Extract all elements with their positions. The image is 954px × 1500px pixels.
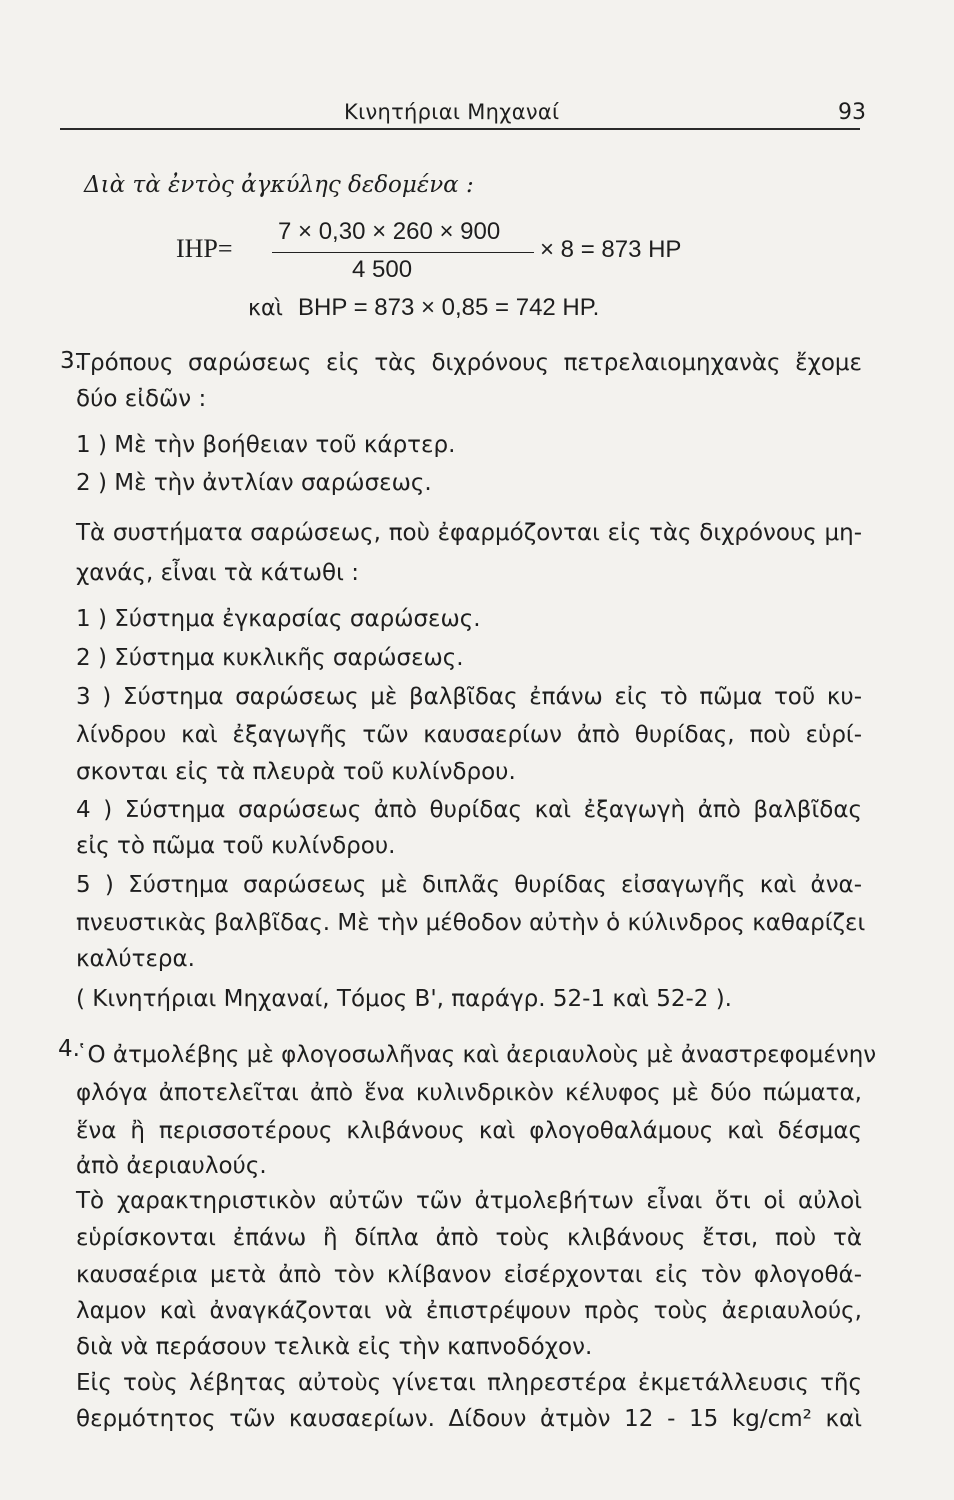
- section-4-p3-line-2: θερμότητος τῶν καυσαερίων. Δίδουν ἀτμὸν 12 - 15 kg/cm² καὶ: [76, 1406, 862, 1432]
- reference-note: ( Κινητήριαι Μηχαναί, Τόμος Β', παράγρ. 52-1 καὶ 52-2 ).: [76, 986, 732, 1012]
- section-4-p1-line-2: φλόγα ἀποτελεῖται ἀπὸ ἕνα κυλινδρικὸν κέλυφος μὲ δύο πώματα,: [76, 1080, 862, 1106]
- system-5-line-2: πνευστικὰς βαλβῖδας. Μὲ τὴν μέθοδον αὐτὴν ὁ κύλινδρος καθαρίζει: [76, 910, 866, 936]
- scavenging-method-2: 2 ) Μὲ τὴν ἀντλίαν σαρώσεως.: [76, 470, 432, 496]
- section-4-p2-line-5: διὰ νὰ περάσουν τελικὰ εἰς τὴν καπνοδόχον.: [76, 1334, 593, 1360]
- section-4-p1-line-4: ἀπὸ ἀεριαυλούς.: [76, 1153, 267, 1179]
- calc-intro: Διὰ τὰ ἐντὸς ἀγκύλης δεδομένα :: [84, 172, 474, 198]
- section-4-p3-line-1: Εἰς τοὺς λέβητας αὐτοὺς γίνεται πληρεστέρα ἐκμετάλλευσις τῆς: [76, 1370, 862, 1396]
- section-4-p1-line-1: ῾Ο ἀτμολέβης μὲ φλογοσωλῆνας καὶ ἀεριαυλοὺς μὲ ἀναστρεφομένην: [76, 1042, 877, 1068]
- section-4-p2-line-1: Τὸ χαρακτηριστικὸν αὐτῶν τῶν ἀτμολεβήτων εἶναι ὅτι οἱ αὐλοὶ: [76, 1188, 862, 1214]
- formula-denominator: 4 500: [352, 256, 413, 283]
- section-3-line-2: δύο εἰδῶν :: [76, 386, 207, 412]
- system-3-line-3: σκονται εἰς τὰ πλευρὰ τοῦ κυλίνδρου.: [76, 759, 516, 785]
- systems-intro-line-1: Τὰ συστήματα σαρώσεως, ποὺ ἐφαρμόζονται εἰς τὰς διχρόνους μη-: [76, 520, 862, 546]
- system-3-line-1: 3 ) Σύστημα σαρώσεως μὲ βαλβῖδας ἐπάνω εἰς τὸ πῶμα τοῦ κυ-: [76, 684, 862, 710]
- scavenging-method-1: 1 ) Μὲ τὴν βοήθειαν τοῦ κάρτερ.: [76, 432, 456, 458]
- system-5-line-1: 5 ) Σύστημα σαρώσεως μὲ διπλᾶς θυρίδας εἰσαγωγῆς καὶ ἀνα-: [76, 872, 862, 898]
- section-4-p1-line-3: ἕνα ἢ περισσοτέρους κλιβάνους καὶ φλογοθαλάμους καὶ δέσμας: [76, 1118, 862, 1144]
- system-5-line-3: καλύτερα.: [76, 946, 195, 972]
- bhp-line: BHP = 873 × 0,85 = 742 HP.: [298, 294, 600, 321]
- system-4-line-2: εἰς τὸ πῶμα τοῦ κυλίνδρου.: [76, 833, 396, 859]
- page-number: 93: [838, 100, 866, 125]
- fraction-bar: [272, 252, 534, 253]
- kai-word: καὶ: [248, 296, 283, 321]
- section-3-line-1: Τρόπους σαρώσεως εἰς τὰς διχρόνους πετρελαιομηχανὰς ἔχομε: [76, 350, 862, 376]
- running-title: Κινητήριαι Μηχαναί: [344, 100, 560, 124]
- section-4-p2-line-2: εὑρίσκονται ἐπάνω ἢ δίπλα ἀπὸ τοὺς κλιβάνους ἔτσι, ποὺ τὰ: [76, 1225, 862, 1251]
- system-1: 1 ) Σύστημα ἐγκαρσίας σαρώσεως.: [76, 606, 481, 632]
- section-4-number: 4.: [58, 1036, 80, 1062]
- systems-intro-line-2: χανάς, εἶναι τὰ κάτωθι :: [76, 560, 359, 586]
- ihp-label: IHP=: [176, 234, 233, 263]
- system-3-line-2: λίνδρου καὶ ἐξαγωγῆς τῶν καυσαερίων ἀπὸ θυρίδας, ποὺ εὑρί-: [76, 722, 862, 748]
- header-rule: [60, 128, 860, 130]
- system-4-line-1: 4 ) Σύστημα σαρώσεως ἀπὸ θυρίδας καὶ ἐξαγωγὴ ἀπὸ βαλβῖδας: [76, 797, 862, 823]
- ihp-result: × 8 = 873 HP: [540, 236, 682, 263]
- section-4-p2-line-3: καυσαέρια μετὰ ἀπὸ τὸν κλίβανον εἰσέρχονται εἰς τὸν φλογοθά-: [76, 1262, 862, 1288]
- formula-numerator: 7 × 0,30 × 260 × 900: [278, 218, 501, 245]
- section-4-p2-line-4: λαμον καὶ ἀναγκάζονται νὰ ἐπιστρέψουν πρὸς τοὺς ἀεριαυλούς,: [76, 1298, 862, 1324]
- system-2: 2 ) Σύστημα κυκλικῆς σαρώσεως.: [76, 645, 464, 671]
- section-3-number: 3.: [60, 348, 82, 374]
